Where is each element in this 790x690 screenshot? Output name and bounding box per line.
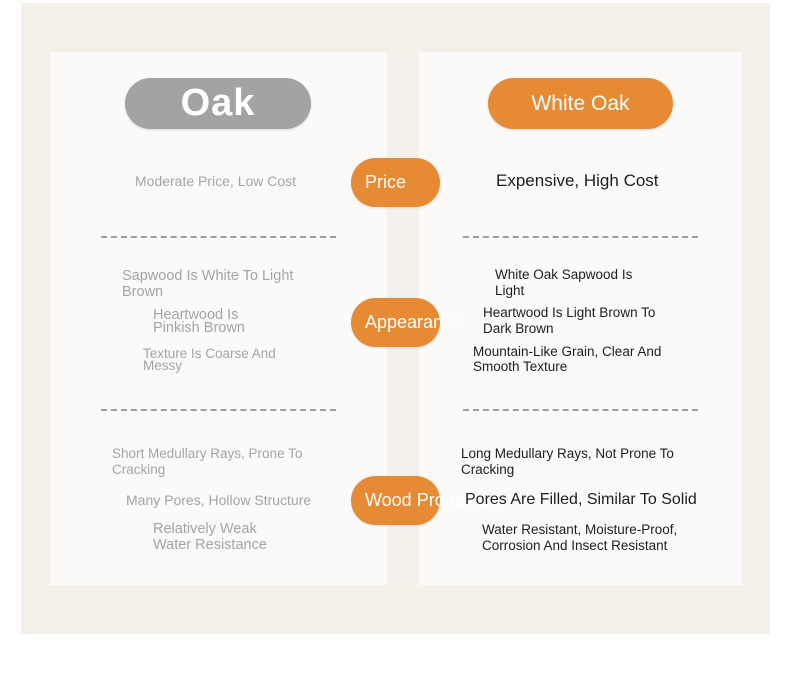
white-oak-property-1: Long Medullary Rays, Not Prone To Cracking [461, 446, 674, 477]
oak-property-1: Short Medullary Rays, Prone To Cracking [112, 446, 303, 477]
white-oak-property-2: Pores Are Filled, Similar To Solid [465, 491, 697, 508]
oak-appearance-3: Texture Is Coarse And Messy [143, 346, 276, 373]
category-wood-properties-label: Wood Properties [365, 490, 499, 510]
category-price-label: Price [365, 172, 407, 192]
white-oak-appearance-3: Mountain-Like Grain, Clear And Smooth Texture [473, 344, 662, 374]
category-price [351, 158, 440, 207]
white-oak-title: White Oak [488, 78, 673, 129]
divider-left-1 [101, 236, 336, 238]
oak-title: Oak [125, 78, 311, 129]
divider-right-2 [463, 409, 698, 411]
white-oak-price-text: Expensive, High Cost [496, 171, 659, 190]
white-oak-property-3: Water Resistant, Moisture-Proof, Corrosion And Insect Resistant [482, 522, 678, 553]
category-appearance [351, 298, 463, 347]
oak-property-2: Many Pores, Hollow Structure [126, 492, 312, 508]
white-oak-appearance-2: Heartwood Is Light Brown To Dark Brown [483, 305, 656, 336]
oak-price-text: Moderate Price, Low Cost [135, 173, 297, 189]
oak-property-3: Relatively Weak Water Resistance [153, 521, 267, 553]
category-appearance-label: Appearance [365, 312, 463, 332]
oak-appearance-1: Sapwood Is White To Light Brown [122, 268, 294, 300]
white-oak-appearance-1: White Oak Sapwood Is Light [495, 267, 633, 298]
category-wood-properties [351, 476, 499, 525]
divider-right-1 [463, 236, 698, 238]
oak-appearance-2: Heartwood Is Pinkish Brown [153, 307, 245, 336]
divider-left-2 [101, 409, 336, 411]
